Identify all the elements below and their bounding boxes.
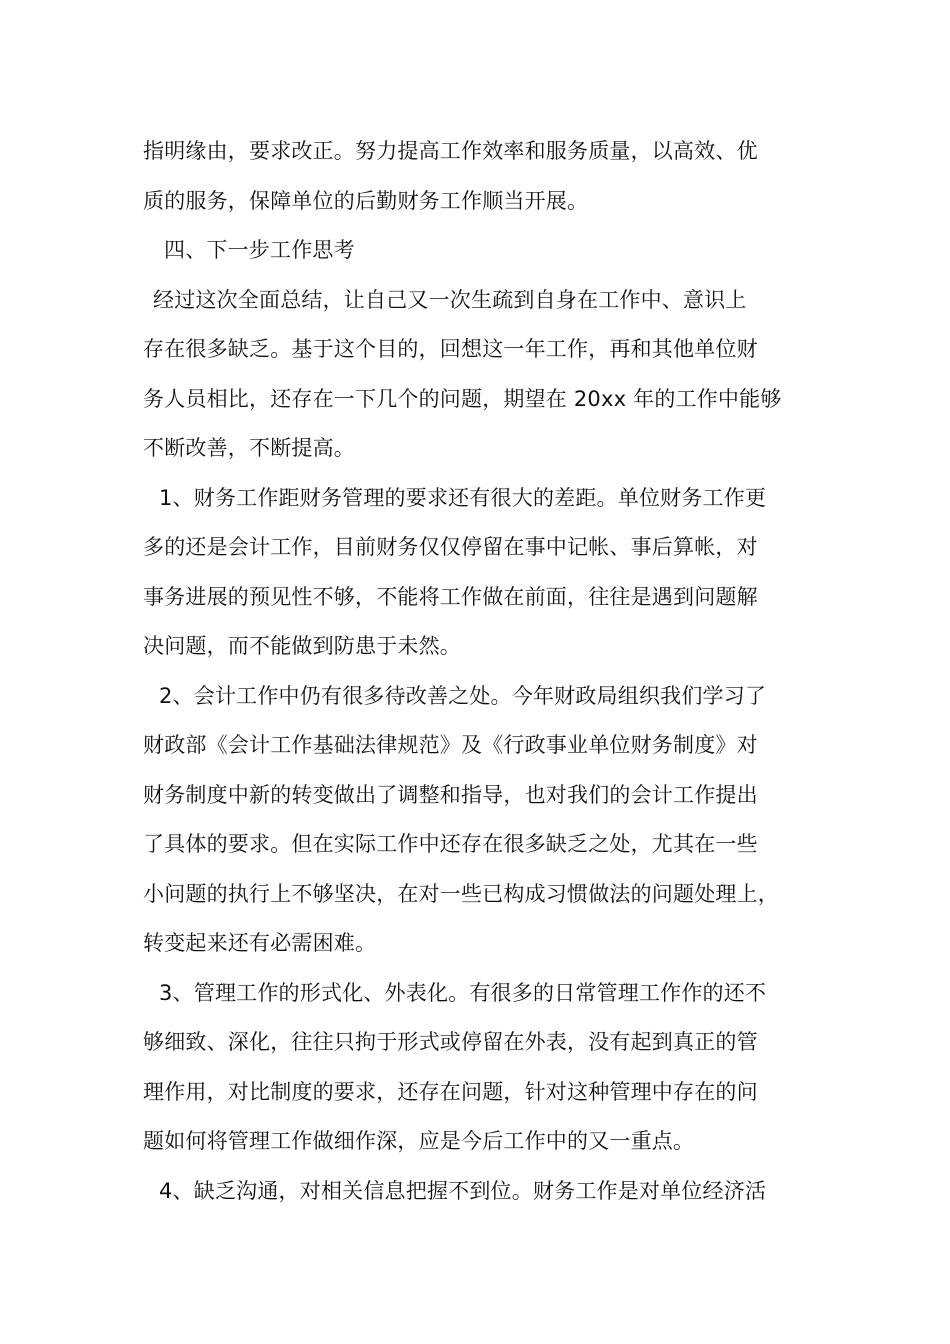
text-line: 够细致、深化，往往只拘于形式或停留在外表，没有起到真正的管 [143, 1030, 758, 1054]
text-line: 理作用，对比制度的要求，还存在问题，针对这种管理中存在的问 [143, 1079, 758, 1104]
text-line: 财政部《会计工作基础法律规范》及《行政事业单位财务制度》对 [143, 733, 758, 757]
section-heading: 四、下一步工作思考 [164, 238, 355, 262]
text-line: 质的服务，保障单位的后勤财务工作顺当开展。 [143, 188, 589, 213]
text-line: 题如何将管理工作做细作深，应是今后工作中的又一重点。 [143, 1129, 695, 1153]
text-line: 3、管理工作的形式化、外表化。有很多的日常管理工作作的还不 [159, 980, 767, 1005]
text-line: 经过这次全面总结，让自己又一次生疏到自身在工作中、意识上 [153, 287, 747, 312]
text-line: 小问题的执行上不够坚决，在对一些已构成习惯做法的问题处理上， [143, 881, 779, 906]
text-line: 指明缘由，要求改正。努力提高工作效率和服务质量，以高效、优 [143, 139, 758, 163]
text-line: 4、缺乏沟通，对相关信息把握不到位。财务工作是对单位经济活 [159, 1178, 767, 1203]
text-line: 2、会计工作中仍有很多待改善之处。今年财政局组织我们学习了 [159, 683, 767, 708]
text-line: 不断改善，不断提高。 [143, 436, 355, 460]
body-text [143, 127, 823, 1216]
text-line: 了具体的要求。但在实际工作中还存在很多缺乏之处，尤其在一些 [143, 832, 758, 856]
text-line: 决问题，而不能做到防患于未然。 [143, 634, 461, 658]
text-line: 务人员相比，还存在一下几个的问题，期望在 20xx 年的工作中能够 [143, 386, 782, 411]
text-line: 存在很多缺乏。基于这个目的，回想这一年工作，再和其他单位财 [143, 337, 758, 361]
text-line: 事务进展的预见性不够，不能将工作做在前面，往往是遇到问题解 [143, 584, 758, 609]
text-line: 1、财务工作距财务管理的要求还有很大的差距。单位财务工作更 [159, 485, 767, 510]
text-line: 财务制度中新的转变做出了调整和指导，也对我们的会计工作提出 [143, 782, 758, 807]
text-line: 多的还是会计工作，目前财务仅仅停留在事中记帐、事后算帐，对 [143, 535, 758, 559]
text-line: 转变起来还有必需困难。 [143, 931, 377, 955]
